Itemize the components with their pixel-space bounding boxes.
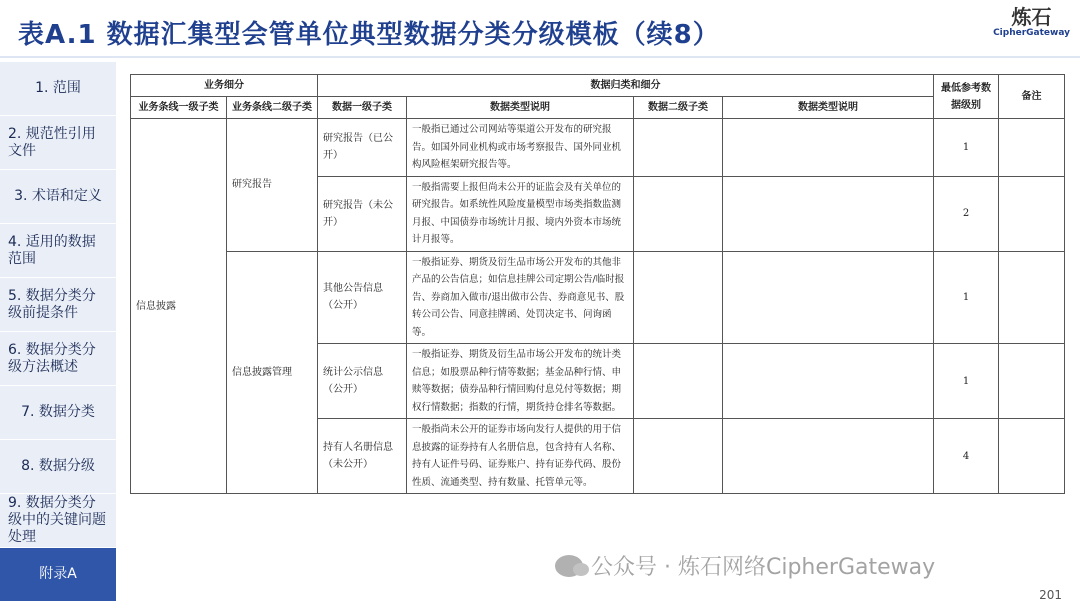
cell-level: 2 [934, 176, 999, 251]
title-divider [0, 56, 1080, 58]
cell-d1: 持有人名册信息（未公开） [318, 419, 407, 494]
cell-d2 [634, 419, 723, 494]
sidebar-item-data-classification[interactable]: 7. 数据分类 [0, 386, 116, 439]
watermark-text: 公众号 · 炼石网络CipherGateway [591, 555, 936, 580]
sidebar-nav [0, 62, 116, 602]
cell-d2-desc [723, 176, 934, 251]
cell-d2-desc [723, 419, 934, 494]
header-d1: 数据一级子类 [318, 97, 407, 119]
cell-d2 [634, 119, 723, 177]
cell-d1: 其他公告信息（公开） [318, 251, 407, 344]
page-title: 表A.1 数据汇集型会管单位典型数据分类分级模板（续8） [18, 20, 720, 50]
cell-d1: 研究报告（已公开） [318, 119, 407, 177]
sidebar-item-method-overview[interactable]: 6. 数据分类分级方法概述 [0, 332, 116, 385]
cell-desc: 一般指证券、期货及衍生品市场公开发布的其他非产品的公告信息；如信息挂牌公司定期公告/临时报告、券商加入做市/退出做市公告、券商意见书、股转公司公告、同意挂牌函、处罚决定书、问询函等。 [407, 251, 634, 344]
cell-d2 [634, 251, 723, 344]
sidebar-item-scope[interactable]: 1. 范围 [0, 62, 116, 115]
wechat-icon [555, 555, 583, 577]
cell-l2-research: 研究报告 [227, 119, 318, 252]
header-min-level: 最低参考数据级别 [934, 75, 999, 119]
header-l1: 业务条线一级子类 [131, 97, 227, 119]
cell-remark [999, 344, 1065, 419]
header-d2-desc: 数据类型说明 [723, 97, 934, 119]
header-d1-desc: 数据类型说明 [407, 97, 634, 119]
page-number: 201 [1039, 588, 1062, 602]
header-business: 业务细分 [131, 75, 318, 97]
header-data-group: 数据归类和细分 [318, 75, 934, 97]
sidebar-item-terms-definitions[interactable]: 3. 术语和定义 [0, 170, 116, 223]
cell-desc: 一般指需要上报但尚未公开的证监会及有关单位的研究报告。如系统性风险度量模型市场类指数监测月报、中国债券市场统计月报、境内外资本市场统计月报等。 [407, 176, 634, 251]
cell-level: 1 [934, 344, 999, 419]
classification-table [130, 74, 1065, 494]
cell-level: 1 [934, 119, 999, 177]
header-remark: 备注 [999, 75, 1065, 119]
cell-d2 [634, 176, 723, 251]
sidebar-item-data-grading[interactable]: 8. 数据分级 [0, 440, 116, 493]
cell-d2 [634, 344, 723, 419]
header-row-1 [131, 75, 1065, 97]
table-row [131, 251, 1065, 344]
cell-d2-desc [723, 251, 934, 344]
cell-d1: 统计公示信息（公开） [318, 344, 407, 419]
sidebar-item-data-scope[interactable]: 4. 适用的数据范围 [0, 224, 116, 277]
cell-remark [999, 419, 1065, 494]
watermark [555, 550, 935, 581]
cell-l1: 信息披露 [131, 119, 227, 494]
cell-desc: 一般指尚未公开的证券市场向发行人提供的用于信息披露的证券持有人名册信息，包含持有人名称、持有人证件号码、证券账户、持有证券代码、股份性质、流通类型、持有数量、托管单元等。 [407, 419, 634, 494]
cell-d2-desc [723, 119, 934, 177]
cell-level: 4 [934, 419, 999, 494]
sidebar-item-key-issues[interactable]: 9. 数据分类分级中的关键问题处理 [0, 494, 116, 547]
logo-main-text: 炼石 [1011, 5, 1052, 29]
cell-remark [999, 251, 1065, 344]
table-row [131, 119, 1065, 177]
cell-d1: 研究报告（未公开） [318, 176, 407, 251]
cell-desc: 一般指已通过公司网站等渠道公开发布的研究报告。如国外同业机构或市场考察报告、国外同业机构风险框架研究报告等。 [407, 119, 634, 177]
logo-sub-text: CipherGateway [993, 28, 1070, 38]
header-d2: 数据二级子类 [634, 97, 723, 119]
sidebar-item-normative-references[interactable]: 2. 规范性引用文件 [0, 116, 116, 169]
cell-remark [999, 119, 1065, 177]
cell-desc: 一般指证券、期货及衍生品市场公开发布的统计类信息；如股票品种行情等数据；基金品种行情、申赎等数据；债券品种行情回购付息兑付等数据；期权行情数据；指数的行情，期货持仓排名等数据。 [407, 344, 634, 419]
cell-remark [999, 176, 1065, 251]
cell-d2-desc [723, 344, 934, 419]
logo [993, 6, 1070, 39]
sidebar-item-prerequisites[interactable]: 5. 数据分类分级前提条件 [0, 278, 116, 331]
sidebar-item-appendix-a[interactable]: 附录A [0, 548, 116, 601]
header-l2: 业务条线二级子类 [227, 97, 318, 119]
cell-l2-disclosure: 信息披露管理 [227, 251, 318, 494]
classification-table-container [130, 74, 1064, 494]
cell-level: 1 [934, 251, 999, 344]
header-row-2 [131, 97, 1065, 119]
